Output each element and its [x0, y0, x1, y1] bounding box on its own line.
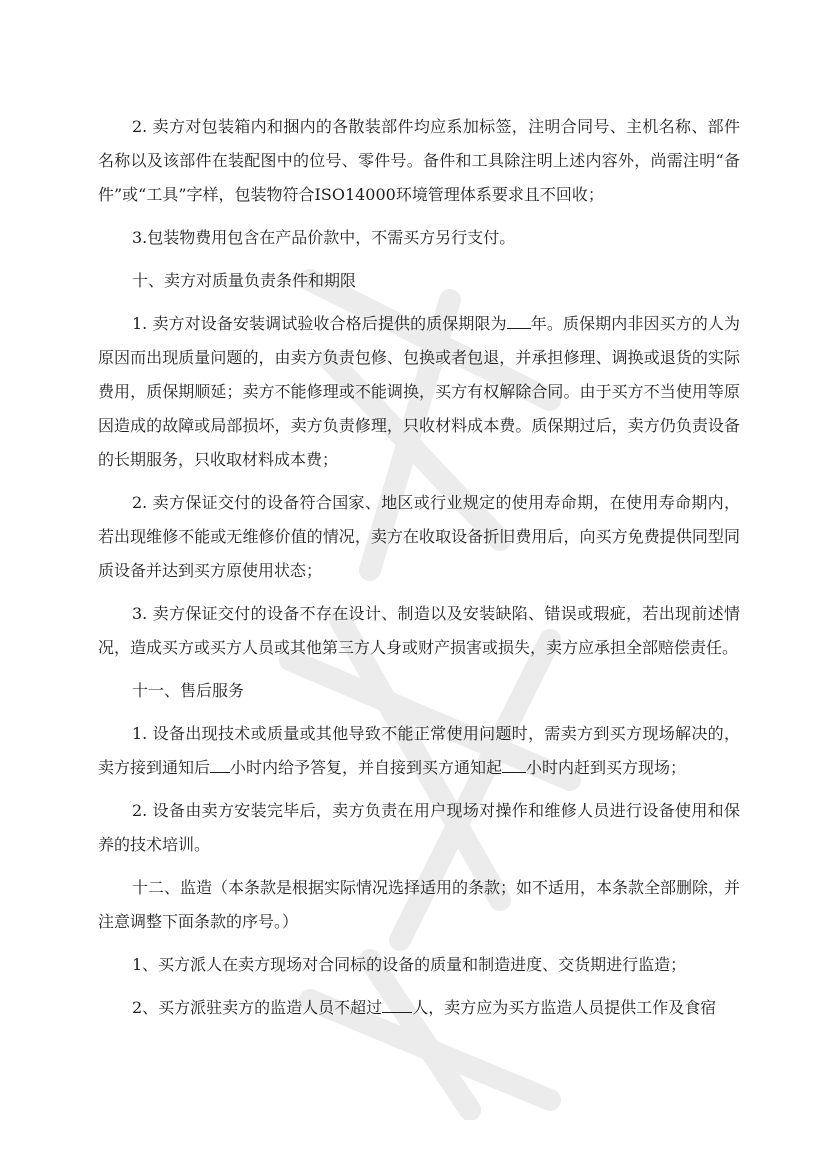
supervisor-count-clause: 2、买方派驻卖方的监造人员不超过 人，卖方应为买方监造人员提供工作及食宿 [98, 991, 740, 1025]
section-heading-after-sales: 十一、售后服务 [132, 681, 245, 700]
supervisor-count-blank[interactable] [382, 994, 412, 1013]
packaging-cost-clause: 3.包装物费用包含在产品价款中，不需买方另行支付。 [132, 228, 516, 247]
section-heading-supervision: 十二、监造（本条款是根据实际情况选择适用的条款；如不适用，本条款全部删除，并注意调整下面条款的序号。） [98, 878, 741, 931]
warranty-period-clause: 1. 卖方对设备安装调试验收合格后提供的质保期限为 年。质保期内非因买方的人为原因而出现质量问题的，由卖方负责包修、包换或者包退，并承担修理、调换或退货的实际费用，质保期顺延；卖方不能修理或不能调换，买方有权解除合同。由于买方不当使用等原因造成的故障或局部损坏，卖方负责修理，只收材料成本费。质保期过后，卖方仍负责设备的长期服务，只收取材料成本费； [98, 307, 740, 477]
response-time-clause: 1. 设备出现技术或质量或其他导致不能正常使用问题时，需卖方到买方现场解决的，卖方接到通知后 小时内给予答复，并自接到买方通知起 小时内赶到买方现场； [98, 724, 740, 777]
warranty-years-blank[interactable] [507, 310, 531, 329]
supervision-scope-clause: 1、买方派人在卖方现场对合同标的设备的质量和制造进度、交货期进行监造； [132, 955, 687, 974]
document-body [98, 110, 740, 1034]
defect-liability-clause: 3. 卖方保证交付的设备不存在设计、制造以及安装缺陷、错误或瑕疵，若出现前述情况，造成买方或买方人员或其他第三方人身或财产损害或损失，卖方应承担全部赔偿责任。 [98, 604, 740, 657]
reply-hours-blank[interactable] [210, 754, 230, 773]
packaging-label-clause: 2. 卖方对包装箱内和捆内的各散装部件均应系加标签，注明合同号、主机名称、部件名称以及该部件在装配图中的位号、零件号。备件和工具除注明上述内容外，尚需注明“备件”或“工具”字样，包装物符合ISO14000环境管理体系要求且不回收； [98, 117, 740, 204]
arrival-hours-blank[interactable] [502, 754, 526, 773]
service-life-clause: 2. 卖方保证交付的设备符合国家、地区或行业规定的使用寿命期，在使用寿命期内，若出现维修不能或无维修价值的情况，卖方在收取设备折旧费用后，向买方免费提供同型同质设备并达到买方原使用状态； [98, 493, 740, 580]
section-heading-quality: 十、卖方对质量负责条件和期限 [132, 271, 357, 290]
training-clause: 2. 设备由卖方安装完毕后，卖方负责在用户现场对操作和维修人员进行设备使用和保养的技术培训。 [98, 801, 740, 854]
